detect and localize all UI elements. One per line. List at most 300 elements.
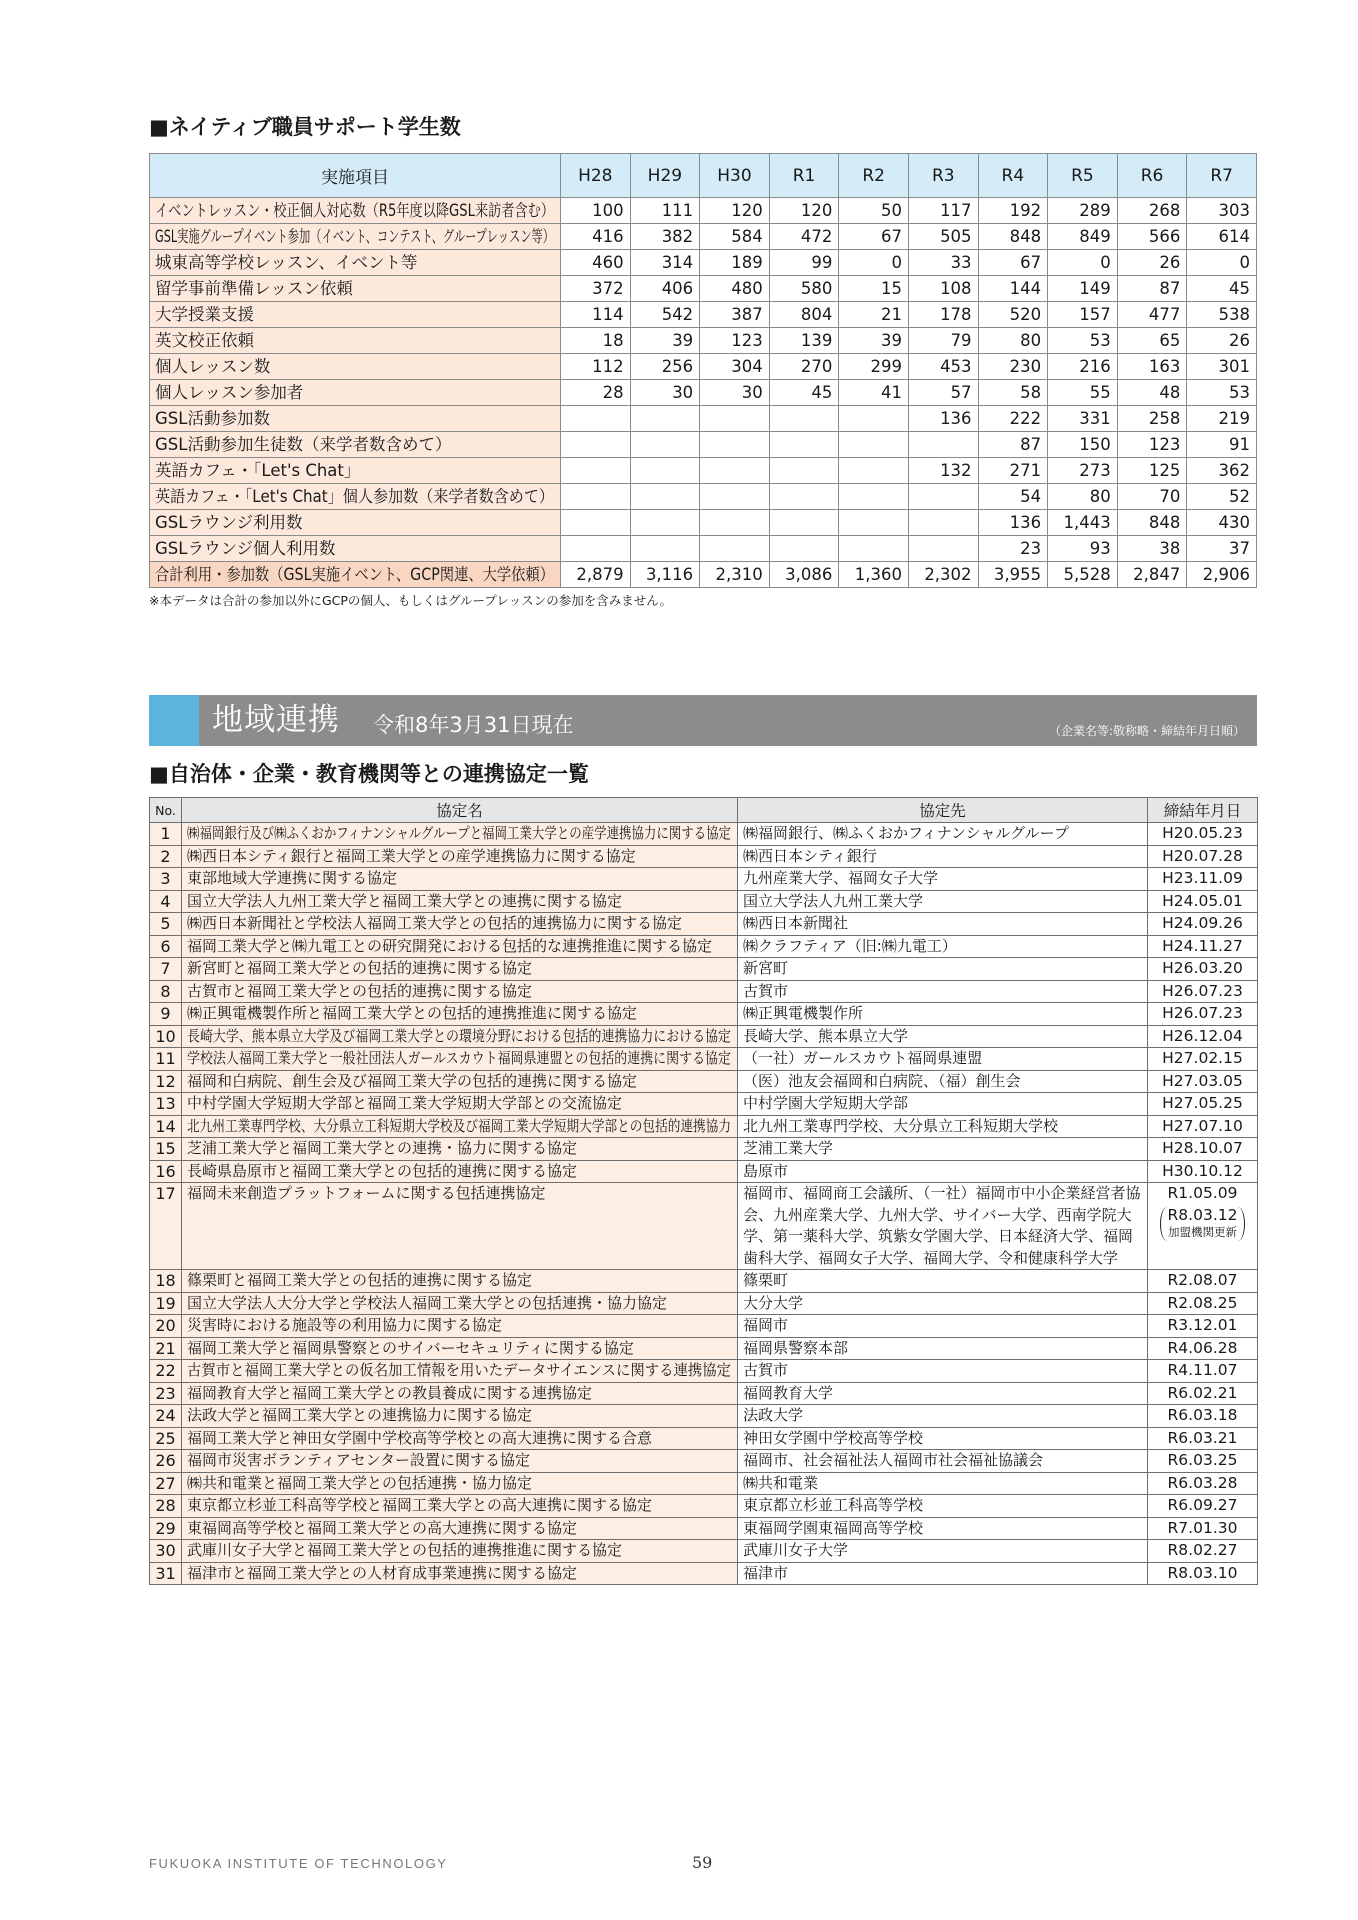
- value-cell: 125: [1117, 458, 1187, 484]
- value-cell: [908, 510, 978, 536]
- value-cell: [561, 406, 631, 432]
- partner-name: 東福岡学園東福岡高等学校: [738, 1517, 1148, 1540]
- row-label: 大学授業支援: [155, 304, 254, 324]
- table-header-row: [150, 154, 1257, 198]
- value-cell: 382: [630, 224, 700, 250]
- value-cell: 387: [700, 302, 770, 328]
- agreement-date: H23.11.09: [1162, 869, 1243, 887]
- agreement-name: 古賀市と福岡工業大学との仮名加工情報を用いたデータサイエンスに関する連携協定: [187, 1361, 731, 1379]
- table-row: [150, 484, 1257, 510]
- value-cell: 849: [1048, 224, 1118, 250]
- table-row: [150, 1138, 1258, 1161]
- partner-name: 東京都立杉並工科高等学校: [738, 1495, 1148, 1518]
- value-cell: 132: [908, 458, 978, 484]
- agreement-date-cell: [1148, 958, 1258, 981]
- partner-name: 島原市: [738, 1160, 1148, 1183]
- partner-name: 九州産業大学、福岡女子大学: [738, 868, 1148, 891]
- agreement-name-cell: [182, 1160, 738, 1183]
- row-label-cell: [150, 302, 561, 328]
- value-cell: 301: [1187, 354, 1257, 380]
- value-cell: 41: [839, 380, 909, 406]
- value-cell: 848: [978, 224, 1048, 250]
- row-number: 13: [150, 1093, 182, 1116]
- value-cell: 70: [1117, 484, 1187, 510]
- agreement-date: H26.12.04: [1162, 1026, 1243, 1045]
- value-cell: 178: [908, 302, 978, 328]
- value-cell: 804: [769, 302, 839, 328]
- row-number: 5: [150, 913, 182, 936]
- table-row: [150, 958, 1258, 981]
- table-row: [150, 1025, 1258, 1048]
- row-label-cell: [150, 250, 561, 276]
- table-row: [150, 1360, 1258, 1383]
- agreement-name-cell: [182, 1093, 738, 1116]
- year-column-header: R6: [1117, 154, 1187, 198]
- value-cell: 406: [630, 276, 700, 302]
- row-number: 25: [150, 1427, 182, 1450]
- partner-name: ㈱共和電業: [738, 1472, 1148, 1495]
- agreement-date-cell: [1148, 1495, 1258, 1518]
- partner-name: ㈱福岡銀行、㈱ふくおかフィナンシャルグループ: [738, 823, 1148, 846]
- agreement-date: R2.08.07: [1167, 1271, 1238, 1289]
- agreement-date: H26.07.23: [1162, 981, 1243, 1000]
- value-cell: [561, 536, 631, 562]
- partner-name: 神田女学園中学校高等学校: [738, 1427, 1148, 1450]
- value-cell: 2,906: [1187, 562, 1257, 588]
- table-row: [150, 1115, 1258, 1138]
- agreement-name: ㈱西日本新聞社と学校法人福岡工業大学との包括的連携協力に関する協定: [187, 914, 683, 932]
- total-row: [150, 562, 1257, 588]
- value-cell: [769, 536, 839, 562]
- value-cell: 21: [839, 302, 909, 328]
- agreement-date-cell: [1148, 1405, 1258, 1428]
- value-cell: 331: [1048, 406, 1118, 432]
- agreement-date: H24.11.27: [1162, 936, 1243, 955]
- year-column-header: R4: [978, 154, 1048, 198]
- value-cell: 270: [769, 354, 839, 380]
- value-cell: 2,310: [700, 562, 770, 588]
- agreement-date-cell: [1148, 1138, 1258, 1161]
- row-label: 英語カフェ・「Let's Chat」個人参加数（来学者数含めて）: [155, 486, 554, 506]
- value-cell: 273: [1048, 458, 1118, 484]
- table-row: [150, 890, 1258, 913]
- table-row: [150, 510, 1257, 536]
- partner-name: ㈱西日本シティ銀行: [738, 845, 1148, 868]
- row-label-cell: [150, 536, 561, 562]
- row-number: 14: [150, 1115, 182, 1138]
- row-label: 留学事前準備レッスン依頼: [155, 278, 353, 298]
- year-column-header: R7: [1187, 154, 1257, 198]
- value-cell: 1,443: [1048, 510, 1118, 536]
- table-row: [150, 432, 1257, 458]
- value-cell: 3,116: [630, 562, 700, 588]
- agreement-date: R4.11.07: [1167, 1361, 1238, 1379]
- year-column-header: R2: [839, 154, 909, 198]
- agreement-name-cell: [182, 1048, 738, 1071]
- agreement-date: R7.01.30: [1167, 1518, 1238, 1537]
- partner-column-header: 協定先: [738, 798, 1148, 823]
- value-cell: 5,528: [1048, 562, 1118, 588]
- table-row: [150, 198, 1257, 224]
- table-row: [150, 913, 1258, 936]
- value-cell: 192: [978, 198, 1048, 224]
- value-cell: 2,302: [908, 562, 978, 588]
- table-row: [150, 1495, 1258, 1518]
- value-cell: 542: [630, 302, 700, 328]
- agreement-name: 国立大学法人大分大学と学校法人福岡工業大学との包括連携・協力協定: [187, 1293, 668, 1312]
- value-cell: 53: [1187, 380, 1257, 406]
- value-cell: [561, 458, 631, 484]
- partner-name: 福岡市、社会福祉法人福岡市社会福祉協議会: [738, 1450, 1148, 1473]
- value-cell: 480: [700, 276, 770, 302]
- agreement-date-cell: [1148, 1025, 1258, 1048]
- value-cell: [630, 406, 700, 432]
- value-cell: [839, 458, 909, 484]
- table-row: [150, 868, 1258, 891]
- row-number: 15: [150, 1138, 182, 1161]
- agreement-date-cell: [1148, 1070, 1258, 1093]
- agreement-date: H20.05.23: [1162, 824, 1243, 842]
- partner-name: （医）池友会福岡和白病院、（福）創生会: [738, 1070, 1148, 1093]
- row-label: 合計利用・参加数（GSL実施イベント、GCP関連、大学依頼）: [155, 564, 554, 584]
- row-number: 1: [150, 823, 182, 846]
- agreement-date-cell: [1148, 868, 1258, 891]
- value-cell: [700, 536, 770, 562]
- agreement-name: 芝浦工業大学と福岡工業大学との連携・協力に関する協定: [187, 1139, 578, 1157]
- banner-title: 地域連携: [212, 702, 340, 738]
- value-cell: 30: [700, 380, 770, 406]
- row-number: 17: [150, 1183, 182, 1270]
- agreement-name-cell: [182, 1450, 738, 1473]
- banner-note: （企業名等:敬称略・締結年月日順）: [1048, 724, 1245, 738]
- row-number: 31: [150, 1562, 182, 1585]
- table-row: [150, 354, 1257, 380]
- value-cell: 0: [1048, 250, 1118, 276]
- value-cell: 50: [839, 198, 909, 224]
- value-cell: 37: [1187, 536, 1257, 562]
- partner-name: 法政大学: [738, 1405, 1148, 1428]
- row-number: 23: [150, 1382, 182, 1405]
- agreement-name-cell: [182, 1337, 738, 1360]
- value-cell: [561, 484, 631, 510]
- row-number: 12: [150, 1070, 182, 1093]
- agreement-name-cell: [182, 1540, 738, 1563]
- row-number: 18: [150, 1270, 182, 1293]
- agreement-date: H24.09.26: [1162, 914, 1243, 932]
- value-cell: 136: [978, 510, 1048, 536]
- value-cell: 189: [700, 250, 770, 276]
- agreement-name-cell: [182, 868, 738, 891]
- value-cell: 100: [561, 198, 631, 224]
- agreement-date: R6.03.28: [1167, 1473, 1238, 1492]
- no-column-header: No.: [150, 798, 182, 823]
- row-number: 22: [150, 1360, 182, 1383]
- value-cell: 139: [769, 328, 839, 354]
- value-cell: [769, 406, 839, 432]
- value-cell: [700, 510, 770, 536]
- value-cell: [839, 432, 909, 458]
- agreement-name-cell: [182, 1025, 738, 1048]
- agreement-date-cell: [1148, 1427, 1258, 1450]
- value-cell: 53: [1048, 328, 1118, 354]
- agreement-name: 福岡工業大学と福岡県警察とのサイバーセキュリティに関する協定: [187, 1338, 634, 1357]
- table-row: [150, 1160, 1258, 1183]
- row-label: 英文校正依頼: [155, 330, 254, 350]
- table-row: [150, 406, 1257, 432]
- table-row: [150, 1517, 1258, 1540]
- agreement-name: 福岡工業大学と㈱九電工との研究開発における包括的な連携推進に関する協定: [187, 936, 713, 955]
- value-cell: [839, 406, 909, 432]
- value-cell: 15: [839, 276, 909, 302]
- agreement-name: ㈱西日本シティ銀行と福岡工業大学との産学連携協力に関する協定: [187, 846, 636, 865]
- agreement-name: 篠栗町と福岡工業大学との包括的連携に関する協定: [187, 1271, 533, 1289]
- value-cell: 453: [908, 354, 978, 380]
- table-row: [150, 1337, 1258, 1360]
- row-label: GSL活動参加数: [155, 408, 270, 428]
- table-body: [150, 198, 1257, 588]
- value-cell: 45: [769, 380, 839, 406]
- value-cell: [561, 510, 631, 536]
- row-label: GSL活動参加生徒数（来学者数含めて）: [155, 434, 452, 454]
- value-cell: 430: [1187, 510, 1257, 536]
- table-row: [150, 458, 1257, 484]
- agreement-name: 福岡市災害ボランティアセンター設置に関する協定: [187, 1451, 531, 1469]
- partner-name: 福津市: [738, 1562, 1148, 1585]
- agreement-date-cell: [1148, 1562, 1258, 1585]
- table-row: [150, 1048, 1258, 1071]
- row-number: 7: [150, 958, 182, 981]
- agreement-date-cell: [1148, 1270, 1258, 1293]
- section-banner: [149, 695, 1257, 746]
- agreement-date-cell: [1148, 1183, 1258, 1270]
- row-number: 30: [150, 1540, 182, 1563]
- agreement-name: 古賀市と福岡工業大学との包括的連携に関する協定: [187, 981, 533, 1000]
- row-label-cell: [150, 484, 561, 510]
- value-cell: 372: [561, 276, 631, 302]
- table-row: [150, 328, 1257, 354]
- partner-name: ㈱クラフティア（旧:㈱九電工）: [738, 935, 1148, 958]
- year-column-header: R1: [769, 154, 839, 198]
- row-number: 28: [150, 1495, 182, 1518]
- value-cell: 65: [1117, 328, 1187, 354]
- partner-name: ㈱西日本新聞社: [738, 913, 1148, 936]
- value-cell: [908, 484, 978, 510]
- value-cell: 33: [908, 250, 978, 276]
- value-cell: 299: [839, 354, 909, 380]
- value-cell: [700, 484, 770, 510]
- value-cell: 26: [1187, 328, 1257, 354]
- agreement-name: 北九州工業専門学校、大分県立工科短期大学校及び福岡工業大学短期大学部との包括的連携協力: [187, 1116, 731, 1135]
- partner-name: 芝浦工業大学: [738, 1138, 1148, 1161]
- value-cell: 584: [700, 224, 770, 250]
- membership-update-note: [1160, 1207, 1246, 1241]
- row-label: GSLラウンジ利用数: [155, 512, 303, 532]
- row-label-cell: [150, 510, 561, 536]
- value-cell: 460: [561, 250, 631, 276]
- agreement-name-cell: [182, 1517, 738, 1540]
- row-label: 城東高等学校レッスン、イベント等: [155, 252, 418, 272]
- row-label: イベントレッスン・校正個人対応数（R5年度以降GSL来訪者含む）: [155, 200, 554, 220]
- agreement-name: 学校法人福岡工業大学と一般社団法人ガールスカウト福岡県連盟との包括的連携に関する協定: [187, 1049, 731, 1067]
- value-cell: 91: [1187, 432, 1257, 458]
- row-number: 19: [150, 1292, 182, 1315]
- agreement-name-cell: [182, 823, 738, 846]
- value-cell: 505: [908, 224, 978, 250]
- table-header-row: [150, 798, 1258, 823]
- value-cell: 55: [1048, 380, 1118, 406]
- row-label-cell: [150, 276, 561, 302]
- banner-as-of-date: 令和8年3月31日現在: [373, 713, 574, 737]
- value-cell: 149: [1048, 276, 1118, 302]
- section-heading-agreements: ■自治体・企業・教育機関等との連携協定一覧: [149, 762, 589, 786]
- agreement-name-cell: [182, 1292, 738, 1315]
- row-label: GSL実施グループイベント参加（イベント、コンテスト、グループレッスン等）: [155, 226, 554, 246]
- agreement-name: 長崎県島原市と福岡工業大学との包括的連携に関する協定: [187, 1161, 578, 1180]
- value-cell: 67: [839, 224, 909, 250]
- update-date: R8.03.12: [1167, 1205, 1238, 1224]
- row-number: 27: [150, 1472, 182, 1495]
- value-cell: 45: [1187, 276, 1257, 302]
- agreement-date: R2.08.25: [1167, 1293, 1238, 1312]
- value-cell: 314: [630, 250, 700, 276]
- value-cell: [630, 458, 700, 484]
- value-cell: 120: [700, 198, 770, 224]
- row-label-cell: [150, 224, 561, 250]
- value-cell: 39: [839, 328, 909, 354]
- value-cell: 111: [630, 198, 700, 224]
- table-footnote: ※本データは合計の参加以外にGCPの個人、もしくはグループレッスンの参加を含みません。: [149, 593, 673, 608]
- value-cell: 80: [978, 328, 1048, 354]
- agreement-date-cell: [1148, 1093, 1258, 1116]
- agreement-name-cell: [182, 1003, 738, 1026]
- value-cell: 108: [908, 276, 978, 302]
- row-label: 個人レッスン参加者: [155, 382, 304, 402]
- agreement-name-cell: [182, 890, 738, 913]
- partner-name: ㈱正興電機製作所: [738, 1003, 1148, 1026]
- row-number: 2: [150, 845, 182, 868]
- partner-name: 福岡県警察本部: [738, 1337, 1148, 1360]
- agreement-name-cell: [182, 1405, 738, 1428]
- agreement-name: 法政大学と福岡工業大学との連携協力に関する協定: [187, 1406, 533, 1424]
- table-row: [150, 1003, 1258, 1026]
- agreement-name: 福岡未来創造プラットフォームに関する包括連携協定: [187, 1184, 546, 1202]
- agreement-date: H30.10.12: [1162, 1161, 1243, 1180]
- row-number: 8: [150, 980, 182, 1003]
- agreement-date-cell: [1148, 1540, 1258, 1563]
- partner-name: 新宮町: [738, 958, 1148, 981]
- value-cell: 0: [1187, 250, 1257, 276]
- agreement-name-cell: [182, 1562, 738, 1585]
- row-label-cell: [150, 380, 561, 406]
- partner-name: 古賀市: [738, 1360, 1148, 1383]
- page-number: 59: [692, 1853, 713, 1872]
- agreement-name-cell: [182, 935, 738, 958]
- partner-name: 中村学園大学短期大学部: [738, 1093, 1148, 1116]
- value-cell: 304: [700, 354, 770, 380]
- value-cell: 163: [1117, 354, 1187, 380]
- value-cell: 38: [1117, 536, 1187, 562]
- value-cell: 289: [1048, 198, 1118, 224]
- value-cell: 219: [1187, 406, 1257, 432]
- agreement-date-cell: [1148, 845, 1258, 868]
- value-cell: 566: [1117, 224, 1187, 250]
- value-cell: 58: [978, 380, 1048, 406]
- value-cell: 216: [1048, 354, 1118, 380]
- agreement-date: H28.10.07: [1162, 1139, 1243, 1157]
- value-cell: 123: [700, 328, 770, 354]
- value-cell: 580: [769, 276, 839, 302]
- row-number: 6: [150, 935, 182, 958]
- table-row: [150, 276, 1257, 302]
- value-cell: [769, 432, 839, 458]
- agreement-date-cell: [1148, 1115, 1258, 1138]
- value-cell: 303: [1187, 198, 1257, 224]
- value-cell: [839, 484, 909, 510]
- row-number: 10: [150, 1025, 182, 1048]
- agreement-date-cell: [1148, 913, 1258, 936]
- table-row: [150, 536, 1257, 562]
- table-body: [150, 823, 1258, 1585]
- value-cell: 52: [1187, 484, 1257, 510]
- partner-name: 古賀市: [738, 980, 1148, 1003]
- row-label-cell: [150, 354, 561, 380]
- value-cell: 157: [1048, 302, 1118, 328]
- table-row: [150, 224, 1257, 250]
- row-number: 29: [150, 1517, 182, 1540]
- agreement-date-cell: [1148, 980, 1258, 1003]
- value-cell: 39: [630, 328, 700, 354]
- value-cell: 136: [908, 406, 978, 432]
- agreement-name-cell: [182, 1472, 738, 1495]
- value-cell: 99: [769, 250, 839, 276]
- row-number: 3: [150, 868, 182, 891]
- section-heading-native-support: ■ネイティブ職員サポート学生数: [149, 115, 461, 139]
- agreement-name-cell: [182, 1183, 738, 1270]
- value-cell: 3,086: [769, 562, 839, 588]
- agreement-name: 長崎大学、熊本県立大学及び福岡工業大学との環境分野における包括的連携協力における協定: [187, 1026, 731, 1045]
- agreement-name-cell: [182, 913, 738, 936]
- agreement-name: 中村学園大学短期大学部と福岡工業大学短期大学部との交流協定: [187, 1094, 623, 1112]
- agreement-date-cell: [1148, 1292, 1258, 1315]
- agreement-column-header: 協定名: [182, 798, 738, 823]
- agreement-date-cell: [1148, 1048, 1258, 1071]
- partner-name: 篠栗町: [738, 1270, 1148, 1293]
- agreement-name-cell: [182, 1382, 738, 1405]
- value-cell: 256: [630, 354, 700, 380]
- value-cell: [700, 432, 770, 458]
- table-row: [150, 823, 1258, 846]
- value-cell: 57: [908, 380, 978, 406]
- agreement-date: R6.09.27: [1167, 1496, 1238, 1514]
- year-column-header: R5: [1048, 154, 1118, 198]
- agreement-name: 東部地域大学連携に関する協定: [187, 869, 398, 887]
- table-row: [150, 1405, 1258, 1428]
- agreements-table: [149, 797, 1258, 1585]
- row-label: 個人レッスン数: [155, 356, 271, 376]
- value-cell: 54: [978, 484, 1048, 510]
- value-cell: [630, 536, 700, 562]
- agreement-date-cell: [1148, 1382, 1258, 1405]
- agreement-name: 東福岡高等学校と福岡工業大学との高大連携に関する協定: [187, 1518, 578, 1537]
- agreement-name: ㈱福岡銀行及び㈱ふくおかフィナンシャルグループと福岡工業大学との産学連携協力に関する協定: [187, 824, 731, 842]
- row-label-cell: [150, 406, 561, 432]
- value-cell: 30: [630, 380, 700, 406]
- table-row: [150, 1382, 1258, 1405]
- value-cell: [630, 510, 700, 536]
- value-cell: 123: [1117, 432, 1187, 458]
- agreement-date: H27.03.05: [1162, 1071, 1243, 1090]
- agreement-name: 災害時における施設等の利用協力に関する協定: [187, 1316, 503, 1334]
